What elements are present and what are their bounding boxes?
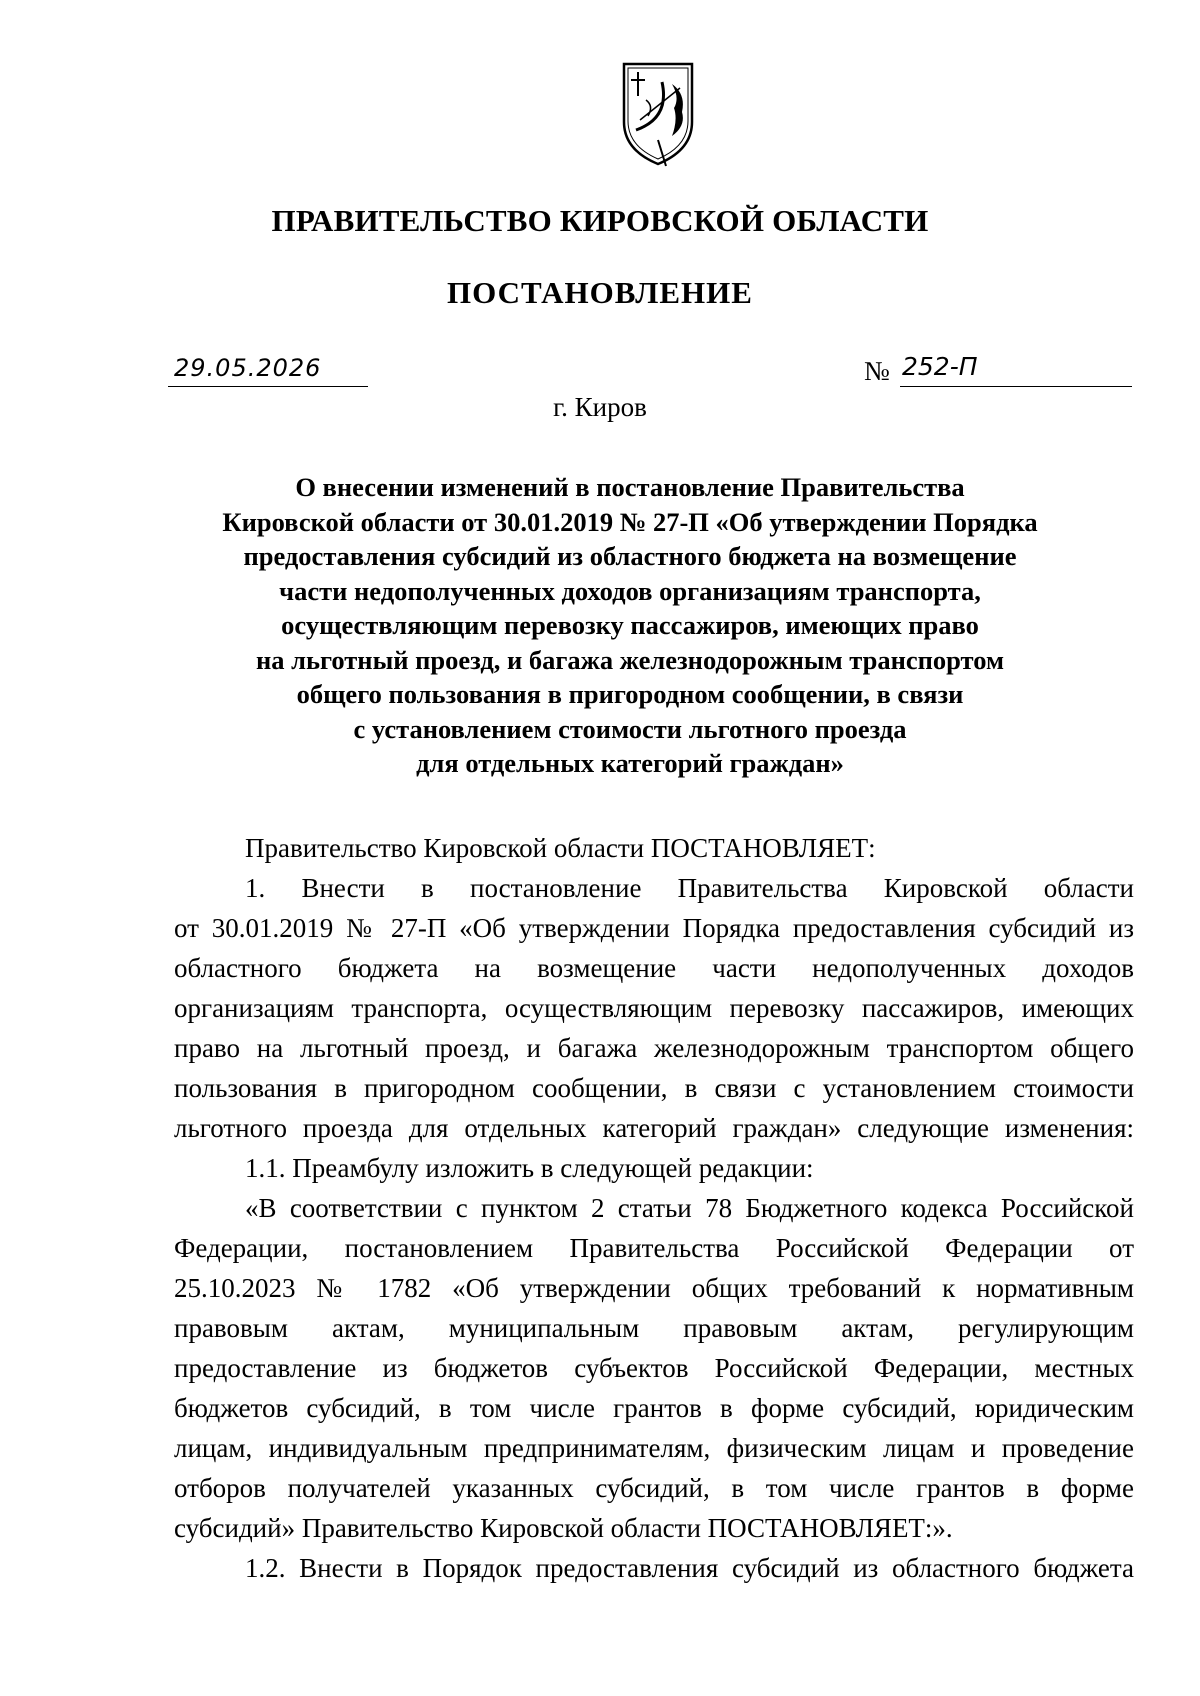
body-line: правовым актам, муниципальным правовым актам, регулирующим	[174, 1313, 1134, 1343]
coat-of-arms-emblem	[618, 60, 698, 168]
document-type: ПОСТАНОВЛЕНИЕ	[447, 275, 753, 310]
number-label: №	[864, 356, 890, 386]
title-line: предоставления субсидий из областного бюджета на возмещение	[243, 541, 1017, 571]
title-line: на льготный проезд, и багажа железнодорожным транспортом	[255, 644, 1004, 675]
body-line: Правительство Кировской области ПОСТАНОВЛЯЕТ:	[245, 833, 876, 863]
title-line: части недополученных доходов организациям транспорта,	[279, 575, 981, 606]
body-line: бюджетов субсидий, в том числе грантов в форме субсидий, юридическим	[174, 1393, 1134, 1423]
body-line: 1.2. Внести в Порядок предоставления субсидий из областного бюджета	[245, 1553, 1134, 1583]
body-line: 1.1. Преамбулу изложить в следующей редакции:	[245, 1153, 814, 1183]
city: г. Киров	[553, 392, 647, 422]
body-line: областного бюджета на возмещение части недополученных доходов	[174, 953, 1134, 983]
body-line: субсидий» Правительство Кировской области ПОСТАНОВЛЯЕТ:».	[174, 1513, 953, 1543]
body-line: отборов получателей указанных субсидий, в том числе грантов в форме	[174, 1473, 1134, 1503]
title-line: общего пользования в пригородном сообщении, в связи	[296, 679, 964, 709]
organization-name: ПРАВИТЕЛЬСТВО КИРОВСКОЙ ОБЛАСТИ	[271, 203, 929, 238]
document-body	[174, 828, 1134, 1588]
document-number: 252-П	[902, 352, 978, 381]
date-field	[168, 354, 368, 387]
body-line: пользования в пригородном сообщении, в связи с установлением стоимости	[174, 1073, 1134, 1103]
body-line: Федерации, постановлением Правительства Российской Федерации от	[174, 1233, 1134, 1263]
body-line: организациям транспорта, осуществляющим перевозку пассажиров, имеющих	[174, 993, 1134, 1023]
document-title	[150, 470, 1110, 781]
body-line: от 30.01.2019 № 27-П «Об утверждении Порядка предоставления субсидий из	[174, 913, 1134, 943]
body-line: право на льготный проезд, и багажа железнодорожным транспортом общего	[174, 1033, 1134, 1063]
title-line: Кировской области от 30.01.2019 № 27-П «Об утверждении Порядка	[222, 506, 1038, 537]
title-line: с установлением стоимости льготного проезда	[353, 713, 907, 744]
body-line: лицам, индивидуальным предпринимателям, физическим лицам и проведение	[174, 1433, 1134, 1463]
body-line: предоставление из бюджетов субъектов Российской Федерации, местных	[174, 1353, 1134, 1383]
body-line: «В соответствии с пунктом 2 статьи 78 Бюджетного кодекса Российской	[245, 1193, 1134, 1223]
body-line: льготного проезда для отдельных категорий граждан» следующие изменения:	[174, 1113, 1134, 1143]
number-field	[900, 354, 1132, 387]
title-line: для отдельных категорий граждан»	[416, 748, 844, 778]
body-line: 25.10.2023 № 1782 «Об утверждении общих требований к нормативным	[174, 1273, 1134, 1303]
document-date: 29.05.2026	[174, 354, 322, 382]
title-line: осуществляющим перевозку пассажиров, имеющих право	[281, 610, 979, 640]
body-line: 1. Внести в постановление Правительства Кировской области	[245, 873, 1134, 903]
title-line: О внесении изменений в постановление Правительства	[295, 472, 965, 502]
